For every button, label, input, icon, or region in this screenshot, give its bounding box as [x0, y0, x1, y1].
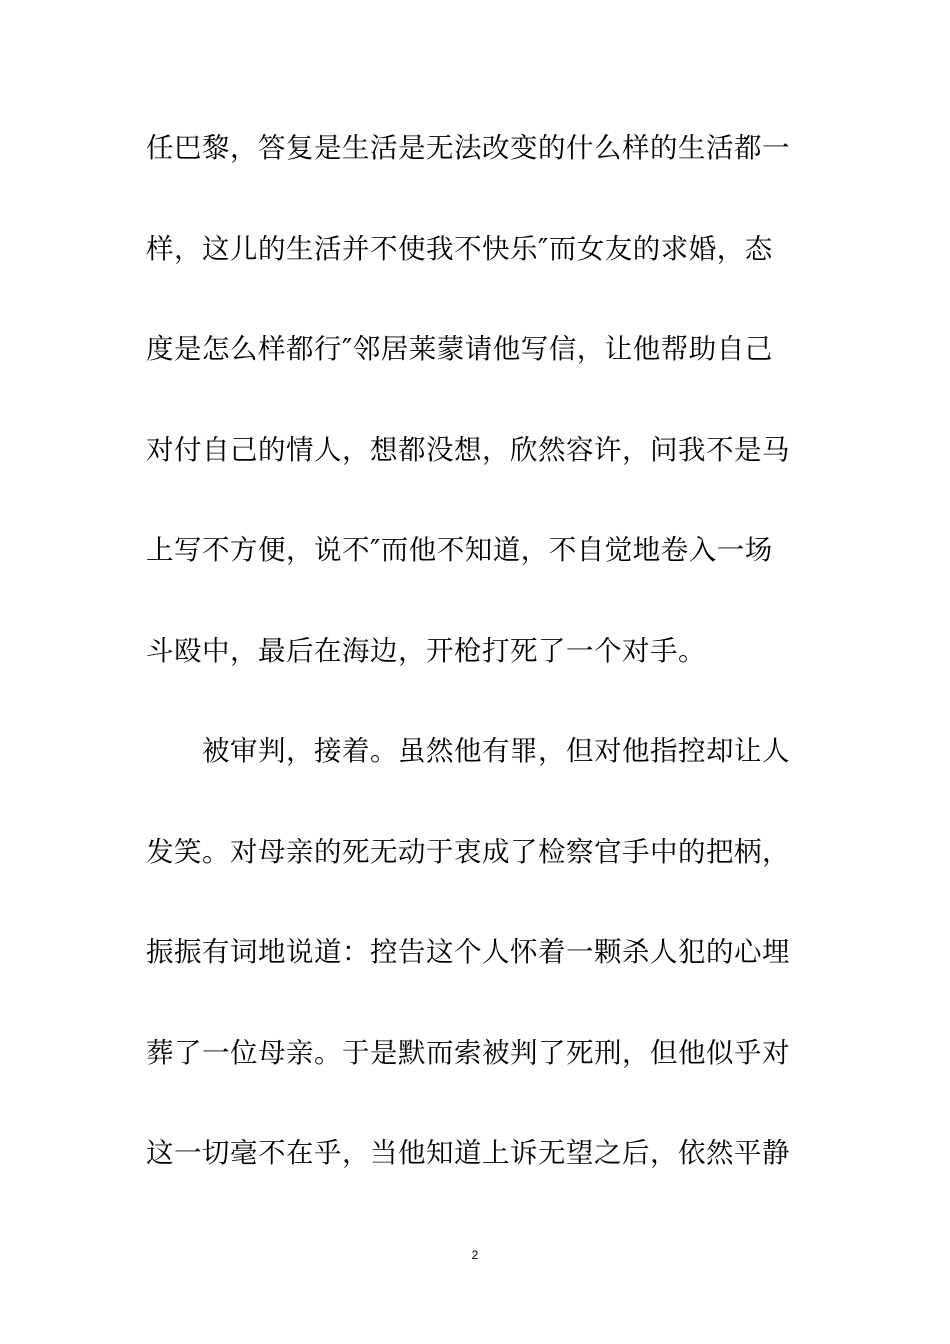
text-line: 葬了一位母亲。于是默而索被判了死刑，但他似乎对	[146, 1036, 790, 1069]
text-line: 被审判，接着。虽然他有罪，但对他指控却让人	[146, 735, 790, 767]
text-line: 斗殴中，最后在海边，开枪打死了一个对手。	[146, 634, 706, 667]
page-number: 2	[471, 1248, 479, 1262]
text-line: 对付自己的情人，想都没想，欣然容许，问我不是马	[146, 433, 790, 466]
text-line: 这一切毫不在乎，当他知道上诉无望之后，依然平静	[146, 1137, 790, 1169]
text-line: 振振有词地说道：控告这个人怀着一颗杀人犯的心埋	[146, 936, 790, 968]
text-line: 发笑。对母亲的死无动于衷成了检察官手中的把柄，	[146, 835, 790, 868]
text-line: 任巴黎，答复是生活是无法改变的什么样的生活都一	[146, 132, 790, 164]
text-line: 度是怎么样都行″邻居莱蒙请他写信，让他帮助自己	[146, 333, 773, 365]
text-line: 上写不方便，说不″而他不知道，不自觉地卷入一场	[146, 534, 773, 566]
body-text	[146, 118, 806, 1224]
text-line: 样，这儿的生活并不使我不快乐″而女友的求婚，态	[146, 232, 773, 265]
